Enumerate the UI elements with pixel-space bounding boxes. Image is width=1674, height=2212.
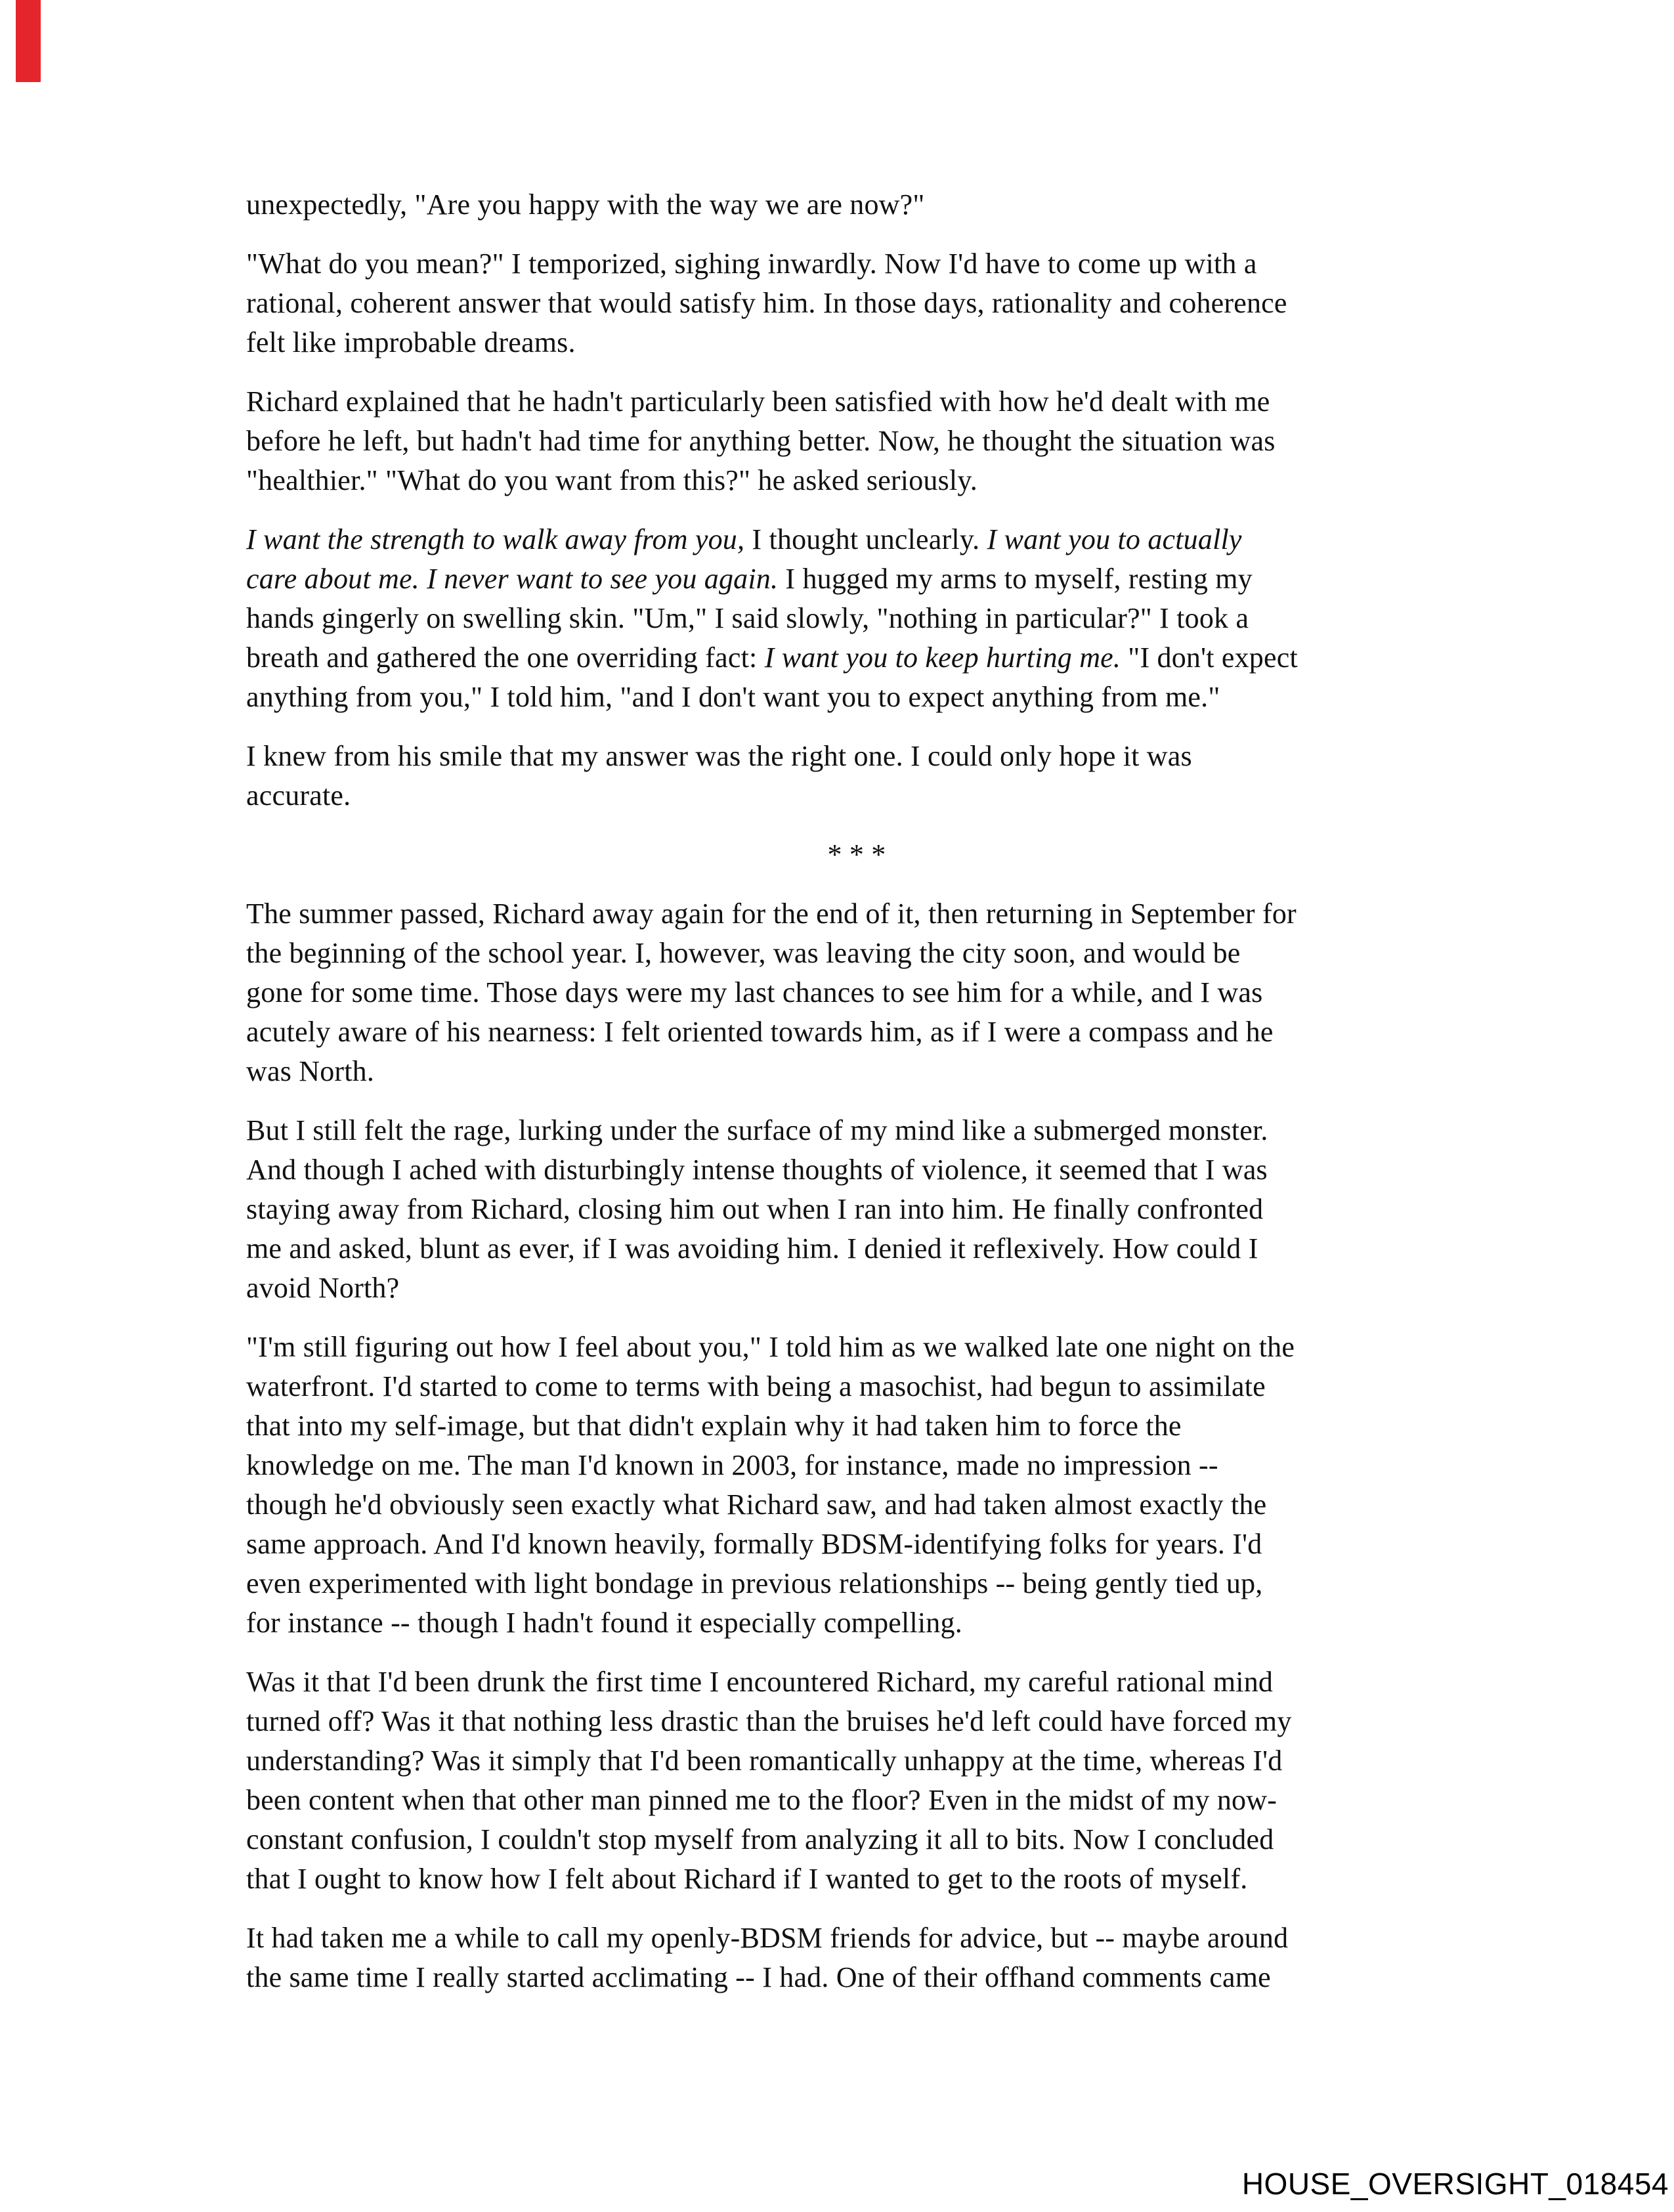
scene-break xyxy=(246,835,1467,875)
text-run: was North. xyxy=(246,1055,375,1087)
italic-text-run: I want you to keep hurting me. xyxy=(764,641,1121,674)
text-run: before he left, but hadn't had time for anything better. Now, he thought the situation was xyxy=(246,425,1276,457)
text-run: "I don't expect xyxy=(1121,641,1298,674)
text-run: accurate. xyxy=(246,779,351,812)
text-run: breath and gathered the one overriding fact: xyxy=(246,641,765,674)
text-run: rational, coherent answer that would satisfy him. In those days, rationality and coherence xyxy=(246,287,1287,319)
paragraph xyxy=(246,894,1467,1091)
text-run: knowledge on me. The man I'd known in 2003, for instance, made no impression -- xyxy=(246,1449,1218,1481)
text-run: even experimented with light bondage in previous relationships -- being gently tied up, xyxy=(246,1567,1263,1599)
text-run: Was it that I'd been drunk the first time I encountered Richard, my careful rational mind xyxy=(246,1666,1274,1698)
text-run: hands gingerly on swelling skin. "Um," I said slowly, "nothing in particular?" I took a xyxy=(246,602,1249,634)
paragraph xyxy=(246,382,1467,500)
italic-text-run: I want the strength to walk away from you, xyxy=(246,523,745,555)
text-run: "What do you mean?" I temporized, sighing inwardly. Now I'd have to come up with a xyxy=(246,248,1257,280)
text-run: gone for some time. Those days were my last chances to see him for a while, and I was xyxy=(246,976,1263,1008)
text-run: though he'd obviously seen exactly what Richard saw, and had taken almost exactly the xyxy=(246,1488,1267,1521)
text-run: waterfront. I'd started to come to terms with being a masochist, had begun to assimilate xyxy=(246,1370,1266,1402)
text-run: that I ought to know how I felt about Richard if I wanted to get to the roots of myself. xyxy=(246,1863,1248,1895)
text-run: that into my self-image, but that didn't explain why it had taken him to force the xyxy=(246,1410,1182,1442)
paragraph xyxy=(246,1662,1467,1899)
text-run: * * * xyxy=(827,838,886,871)
text-run: been content when that other man pinned me to the floor? Even in the midst of my now- xyxy=(246,1784,1277,1816)
text-run: avoid North? xyxy=(246,1272,400,1304)
text-run: The summer passed, Richard away again for the end of it, then returning in September for xyxy=(246,898,1297,930)
text-run: the beginning of the school year. I, however, was leaving the city soon, and would be xyxy=(246,937,1241,969)
red-flag-mark xyxy=(16,0,41,82)
text-run: I thought unclearly. xyxy=(744,523,987,555)
bates-number: HOUSE_OVERSIGHT_018454 xyxy=(1241,2167,1669,2201)
text-run: "healthier." "What do you want from this?" he asked seriously. xyxy=(246,464,977,496)
text-run: same approach. And I'd known heavily, formally BDSM-identifying folks for years. I'd xyxy=(246,1528,1262,1560)
italic-text-run: I want you to actually xyxy=(987,523,1242,555)
paragraph xyxy=(246,1111,1467,1308)
text-run: me and asked, blunt as ever, if I was avoiding him. I denied it reflexively. How could I xyxy=(246,1232,1258,1265)
paragraph xyxy=(246,520,1467,717)
text-run: for instance -- though I hadn't found it especially compelling. xyxy=(246,1607,962,1639)
text-run: constant confusion, I couldn't stop myself from analyzing it all to bits. Now I concluded xyxy=(246,1823,1274,1855)
italic-text-run: care about me. I never want to see you again. xyxy=(246,563,779,595)
text-run: But I still felt the rage, lurking under the surface of my mind like a submerged monster. xyxy=(246,1114,1268,1146)
paragraph xyxy=(246,737,1467,815)
text-run: Richard explained that he hadn't particularly been satisfied with how he'd dealt with me xyxy=(246,385,1270,418)
text-run: turned off? Was it that nothing less drastic than the bruises he'd left could have forced my xyxy=(246,1705,1292,1737)
text-run: anything from you," I told him, "and I don't want you to expect anything from me." xyxy=(246,681,1220,713)
text-run: staying away from Richard, closing him out when I ran into him. He finally confronted xyxy=(246,1193,1264,1225)
text-run: unexpectedly, "Are you happy with the way we are now?" xyxy=(246,188,925,221)
text-run: the same time I really started acclimating -- I had. One of their offhand comments came xyxy=(246,1961,1271,1993)
text-run: "I'm still figuring out how I feel about you," I told him as we walked late one night on the xyxy=(246,1331,1295,1363)
text-run: I knew from his smile that my answer was the right one. I could only hope it was xyxy=(246,740,1192,772)
document-body xyxy=(246,185,1467,2017)
text-run: I hugged my arms to myself, resting my xyxy=(778,563,1253,595)
text-run: And though I ached with disturbingly intense thoughts of violence, it seemed that I was xyxy=(246,1154,1268,1186)
text-run: felt like improbable dreams. xyxy=(246,326,576,358)
text-run: It had taken me a while to call my openly-BDSM friends for advice, but -- maybe around xyxy=(246,1922,1289,1954)
text-run: understanding? Was it simply that I'd been romantically unhappy at the time, whereas I'd xyxy=(246,1745,1283,1777)
text-run: acutely aware of his nearness: I felt oriented towards him, as if I were a compass and he xyxy=(246,1016,1274,1048)
paragraph xyxy=(246,1919,1467,1997)
paragraph xyxy=(246,244,1467,362)
paragraph xyxy=(246,1328,1467,1643)
paragraph xyxy=(246,185,1467,225)
